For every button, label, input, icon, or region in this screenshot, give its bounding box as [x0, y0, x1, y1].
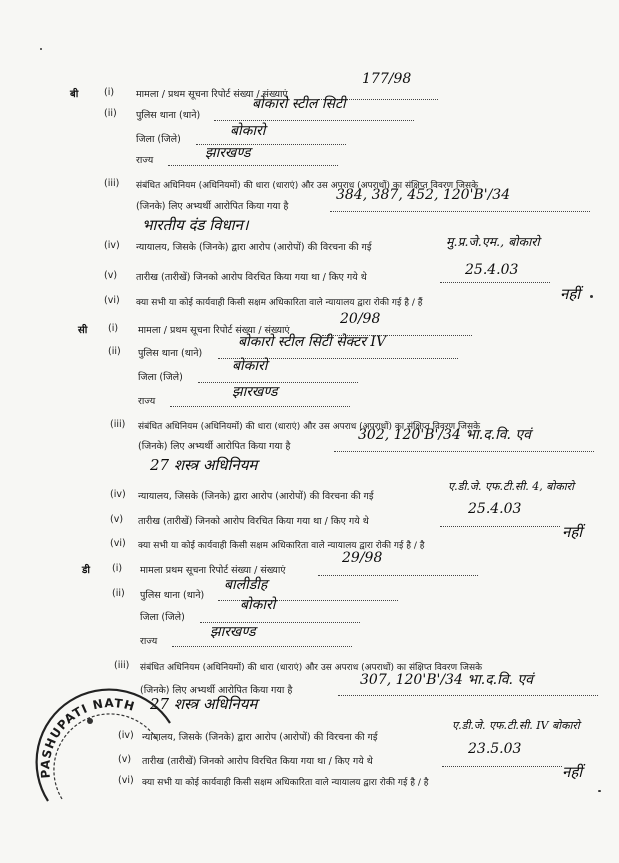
act-section-value-2: भारतीय दंड विधान।	[142, 216, 249, 234]
item-number: (iv)	[118, 730, 134, 741]
item-number: (iii)	[110, 419, 126, 430]
charge-date-label: तारीख (तारीखें) जिनको आरोप विरचित किया गया था / किए गये थे	[136, 272, 367, 283]
proceedings-stayed-value: नहीं	[562, 763, 583, 781]
act-section-value: 302, 120'B'/34 भा.द.वि. एवं	[358, 427, 531, 443]
fill-line	[334, 451, 594, 452]
act-section-label: संबंधित अधिनियम (अधिनियमों) की धारा (धाराएं) और उस अपराध (अपराधों) का संक्षिप्त विवरण जिसके	[136, 181, 478, 191]
police-station-label: पुलिस थाना (थाने)	[138, 348, 203, 359]
item-number: (vi)	[118, 775, 134, 786]
state-value: झारखण्ड	[232, 384, 278, 400]
charge-date-label: तारीख (तारीखें) जिनको आरोप विरचित किया गया था / किए गये थे	[138, 516, 369, 527]
charge-date-value: 25.4.03	[468, 501, 522, 517]
item-number: (ii)	[108, 346, 121, 357]
item-number: (i)	[108, 323, 119, 334]
state-value: झारखण्ड	[205, 145, 251, 161]
proceedings-stayed-value: नहीं	[560, 285, 581, 303]
act-section-value-2: 27 शस्त्र अधिनियम	[150, 695, 258, 713]
item-number: (iv)	[110, 489, 126, 500]
proceedings-stayed-label: क्या सभी या कोई कार्यवाही किसी सक्षम अधिकारिता वाले न्यायालय द्वारा रोकी गई है / है	[138, 541, 425, 551]
item-number: (ii)	[104, 108, 117, 119]
district-label: जिला (जिले)	[140, 612, 185, 623]
court-value: ए.डी.जे. एफ.टी.सी. 4, बोकारो	[448, 480, 574, 493]
seal-stamp-text: PASHUPATI NATH	[38, 695, 137, 779]
item-number: (v)	[104, 270, 118, 281]
scan-speck	[590, 295, 593, 298]
court-value: ए.डी.जे. एफ.टी.सी. IV बोकारो	[452, 719, 580, 732]
district-value: बोकारो	[240, 597, 276, 613]
state-label: राज्य	[136, 155, 154, 166]
court-label: न्यायालय, जिसके (जिनके) द्वारा आरोप (आरोपों) की विरचना की गई	[136, 242, 372, 253]
police-station-label: पुलिस थाना (थाने)	[136, 110, 201, 121]
item-number: (i)	[104, 87, 115, 98]
item-number: (vi)	[110, 538, 126, 549]
act-section-label-2: (जिनके) लिए अभ्यर्थी आरोपित किया गया है	[140, 685, 293, 696]
act-section-label-2: (जिनके) लिए अभ्यर्थी आरोपित किया गया है	[138, 441, 291, 452]
section-letter: सी	[78, 325, 88, 336]
fill-line	[338, 695, 598, 696]
case-fir-label: मामला प्रथम सूचना रिपोर्ट संख्या / संख्याएं	[140, 565, 286, 576]
svg-text:PASHUPATI NATH	[38, 696, 137, 779]
police-station-value: बोकारो स्टील सिटी सेक्टर IV	[238, 334, 387, 350]
item-number: (v)	[110, 514, 124, 525]
act-section-value: 307, 120'B'/34 भा.द.वि. एवं	[360, 672, 533, 688]
fill-line	[170, 406, 350, 407]
proceedings-stayed-label: क्या सभी या कोई कार्यवाही किसी सक्षम अधिकारिता वाले न्यायालय द्वारा रोकी गई है / हैं	[136, 298, 423, 308]
case-fir-value: 177/98	[362, 71, 412, 87]
seal-stamp	[30, 683, 180, 833]
fill-line	[198, 382, 358, 383]
state-label: राज्य	[140, 636, 158, 647]
item-number: (iii)	[104, 178, 120, 189]
proceedings-stayed-value: नहीं	[562, 523, 583, 541]
item-number: (ii)	[112, 588, 125, 599]
act-section-value: 384, 387, 452, 120'B'/34	[336, 187, 511, 203]
court-label: न्यायालय, जिसके (जिनके) द्वारा आरोप (आरोपों) की विरचना की गई	[138, 491, 374, 502]
proceedings-stayed-label: क्या सभी या कोई कार्यवाही किसी सक्षम अधिकारिता वाले न्यायालय द्वारा रोकी गई है / है	[142, 778, 429, 788]
fill-line	[318, 575, 478, 576]
fill-line	[330, 211, 590, 212]
item-number: (iii)	[114, 660, 130, 671]
fill-line	[440, 526, 560, 527]
charge-date-value: 25.4.03	[465, 262, 519, 278]
fill-line	[172, 646, 352, 647]
fill-line	[168, 165, 338, 166]
state-label: राज्य	[138, 396, 156, 407]
item-number: (v)	[118, 754, 132, 765]
charge-date-label: तारीख (तारीखें) जिनको आरोप विरचित किया गया था / किए गये थे	[142, 756, 373, 767]
fill-line	[442, 766, 562, 767]
police-station-value: बोकारो स्टील सिटी	[252, 96, 346, 112]
act-section-value-2: 27 शस्त्र अधिनियम	[150, 456, 258, 474]
police-station-value: बालीडीह	[224, 577, 268, 593]
district-value: बोकारो	[230, 123, 266, 139]
police-station-label: पुलिस थाना (थाने)	[140, 590, 205, 601]
state-value: झारखण्ड	[210, 624, 256, 640]
charge-date-value: 23.5.03	[468, 741, 522, 757]
act-section-label-2: (जिनके) लिए अभ्यर्थी आरोपित किया गया है	[136, 201, 289, 212]
item-number: (i)	[112, 563, 123, 574]
act-section-label: संबंधित अधिनियम (अधिनियमों) की धारा (धाराएं) और उस अपराध (अपराधों) का संक्षिप्त विवरण जिसके	[140, 663, 482, 673]
court-value: मु.प्र.जे.एम., बोकारो	[446, 234, 540, 249]
district-value: बोकारो	[232, 358, 268, 374]
district-label: जिला (जिले)	[138, 372, 183, 383]
scan-speck	[598, 790, 601, 792]
scan-speck	[40, 48, 42, 50]
court-label: न्यायालय, जिसके (जिनके) द्वारा आरोप (आरोपों) की विरचना की गई	[142, 732, 378, 743]
district-label: जिला (जिले)	[136, 134, 181, 145]
item-number: (iv)	[104, 240, 120, 251]
item-number: (vi)	[104, 295, 120, 306]
fill-line	[440, 282, 550, 283]
act-section-label: संबंधित अधिनियम (अधिनियमों) की धारा (धाराएं) और उस अपराध (अपराधों) का संक्षिप्त विवरण जिसके	[138, 422, 480, 432]
section-letter: डी	[82, 565, 90, 576]
case-fir-label: मामला / प्रथम सूचना रिपोर्ट संख्या / संख्याएं	[138, 325, 290, 336]
section-letter: बी	[70, 89, 79, 100]
case-fir-label: मामला / प्रथम सूचना रिपोर्ट संख्या / संख्याएं	[136, 89, 288, 100]
case-fir-value: 29/98	[342, 550, 383, 566]
case-fir-value: 20/98	[340, 311, 381, 327]
